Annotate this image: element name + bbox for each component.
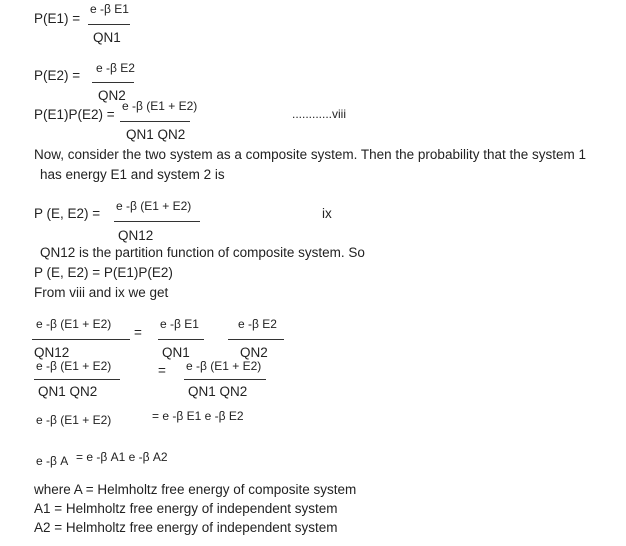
paragraph-1-line-1: Now, consider the two system as a composite system. Then the probability that the system 1 (34, 147, 587, 162)
eq5-numerator-1: e -β (E1 + E2) (36, 317, 112, 331)
eq6-numerator-1: e -β (E1 + E2) (36, 359, 112, 373)
paragraph-2-line-2: P (E, E2) = P(E1)P(E2) (34, 265, 173, 280)
eq5-numerator-2: e -β E1 (160, 317, 199, 331)
eq8-lhs: e -β A (36, 454, 69, 468)
eq2-fraction-bar (92, 82, 134, 83)
eq5-fraction-bar-2 (158, 339, 204, 340)
eq5-denominator-3: QN2 (240, 345, 268, 360)
eq2-lhs: P(E2) = (34, 68, 81, 83)
definition-line-3: A2 = Helmholtz free energy of independent system (34, 520, 338, 535)
eq1-fraction-bar (88, 24, 130, 25)
eq5-fraction-bar-1 (32, 339, 130, 340)
eq5-denominator-2: QN1 (162, 345, 190, 360)
eq6-denominator-1: QN1 QN2 (38, 384, 98, 399)
definition-line-1: where A = Helmholtz free energy of composite system (34, 482, 357, 497)
eq3-tag: ............viii (292, 107, 347, 121)
eq3-denominator: QN1 QN2 (126, 127, 186, 142)
paragraph-2-line-1: QN12 is the partition function of composite system. So (40, 245, 365, 260)
eq2-numerator: e -β E2 (96, 61, 135, 75)
eq6-fraction-bar-1 (34, 379, 120, 380)
eq4-tag: ix (322, 206, 332, 221)
eq3-fraction-bar (120, 121, 190, 122)
eq6-numerator-2: e -β (E1 + E2) (186, 359, 262, 373)
eq5-fraction-bar-3 (228, 339, 284, 340)
eq1-lhs: P(E1) = (34, 11, 81, 26)
eq2-denominator: QN2 (98, 88, 126, 103)
eq4-fraction-bar (114, 221, 200, 222)
eq6-denominator-2: QN1 QN2 (188, 384, 248, 399)
eq5-numerator-3: e -β E2 (238, 317, 277, 331)
eq7-rhs: = e -β E1 e -β E2 (152, 409, 244, 423)
paragraph-2-line-3: From viii and ix we get (34, 285, 169, 300)
eq3-numerator: e -β (E1 + E2) (122, 99, 198, 113)
eq4-denominator: QN12 (118, 228, 154, 243)
eq6-fraction-bar-2 (184, 379, 266, 380)
eq6-equals: = (158, 363, 166, 378)
paragraph-1-line-2: has energy E1 and system 2 is (40, 167, 225, 182)
eq4-numerator: e -β (E1 + E2) (116, 199, 192, 213)
eq4-lhs: P (E, E2) = (34, 206, 101, 221)
eq8-rhs: = e -β A1 e -β A2 (76, 450, 168, 464)
eq5-denominator-1: QN12 (34, 345, 70, 360)
eq1-numerator: e -β E1 (90, 2, 129, 16)
eq3-lhs: P(E1)P(E2) = (34, 107, 115, 122)
eq7-lhs: e -β (E1 + E2) (36, 413, 112, 427)
eq1-denominator: QN1 (93, 30, 121, 45)
definition-line-2: A1 = Helmholtz free energy of independent system (34, 501, 338, 516)
eq5-equals: = (134, 325, 142, 340)
